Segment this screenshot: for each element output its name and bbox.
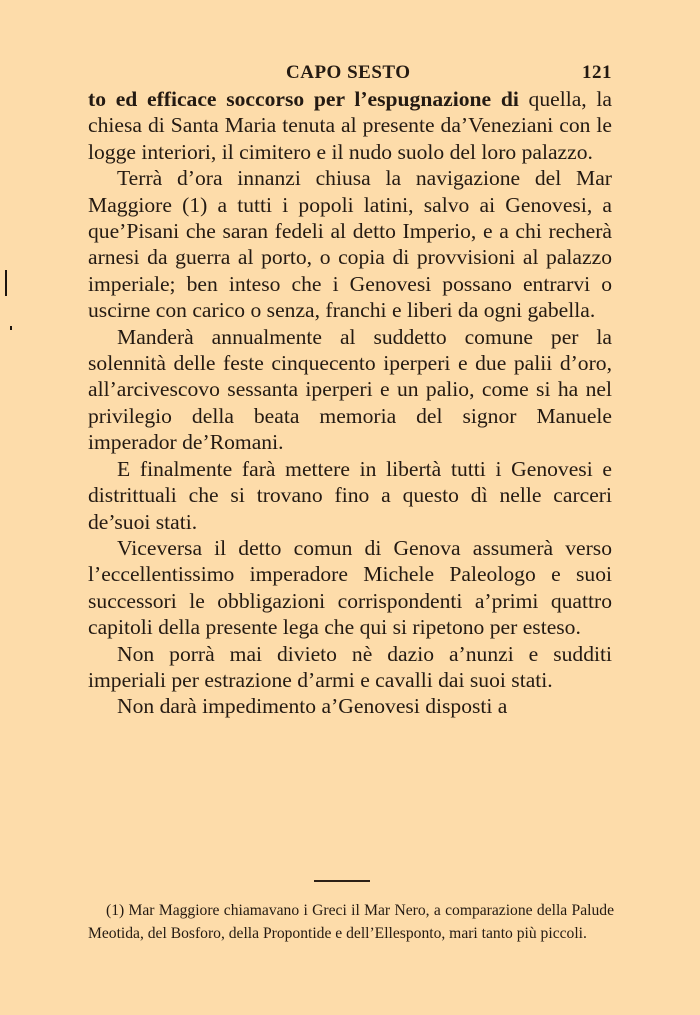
page-content — [88, 56, 612, 720]
body-text — [88, 86, 612, 720]
paragraph-3: Manderà annualmente al suddetto comune per la solennità delle feste cinquecento iperperi e due palii d’oro, all’arcivescovo sessanta iperperi e un palio, come si ha nel privilegio della beata memoria del signor Manuele imperador de’Romani. — [88, 324, 612, 455]
paragraph-4: E finalmente farà mettere in libertà tutti i Genovesi e distrittuali che si trovano fino a questo dì nelle carceri de’suoi stati. — [88, 456, 612, 534]
page-number: 121 — [582, 62, 612, 83]
margin-mark-dot — [10, 326, 12, 330]
footnote-separator — [314, 880, 370, 882]
paragraph-7: Non darà impedimento a’Genovesi disposti a — [117, 694, 508, 719]
footnote — [88, 900, 614, 945]
paragraph-1 — [88, 86, 612, 165]
paragraph-2: Terrà d’ora innanzi chiusa la navigazione del Mar Maggiore (1) a tutti i popoli latini, salvo ai Genovesi, a que’Pisani che saran fedeli al detto Imperio, e a chi recherà arnesi da guerra al porto, o copia di provvisioni al palazzo imperiale; ben inteso che i Genovesi possano entrarvi o uscirne con carico o senza, franchi e liberi da ogni gabella. — [88, 166, 612, 323]
lead-line: to ed efficace soccorso per l’espugnazione di — [88, 87, 519, 111]
margin-mark — [5, 270, 7, 296]
chapter-title: CAPO SESTO — [286, 62, 411, 83]
paragraph-1-continuation: quella, la chiesa di Santa Maria tenuta al presente da’Veneziani con le logge interiori, il cimitero e il nudo suolo del loro palazzo. — [88, 87, 612, 164]
running-head — [88, 56, 612, 86]
paragraph-5: Viceversa il detto comun di Genova assumerà verso l’eccellentissimo imperadore Michele Paleologo e suoi successori le obbligazioni corrispondenti a’primi quattro capitoli della presente lega che qui si ripetono per esteso. — [88, 535, 612, 640]
paragraph-6: Non porrà mai divieto nè dazio a’nunzi e sudditi imperiali per estrazione d’armi e cavalli dai suoi stati. — [88, 641, 612, 692]
footnote-text: (1) Mar Maggiore chiamavano i Greci il Mar Nero, a comparazione della Palude Meotida, del Bosforo, della Propontide e dell’Ellesponto, mari tanto più piccoli. — [88, 902, 614, 942]
